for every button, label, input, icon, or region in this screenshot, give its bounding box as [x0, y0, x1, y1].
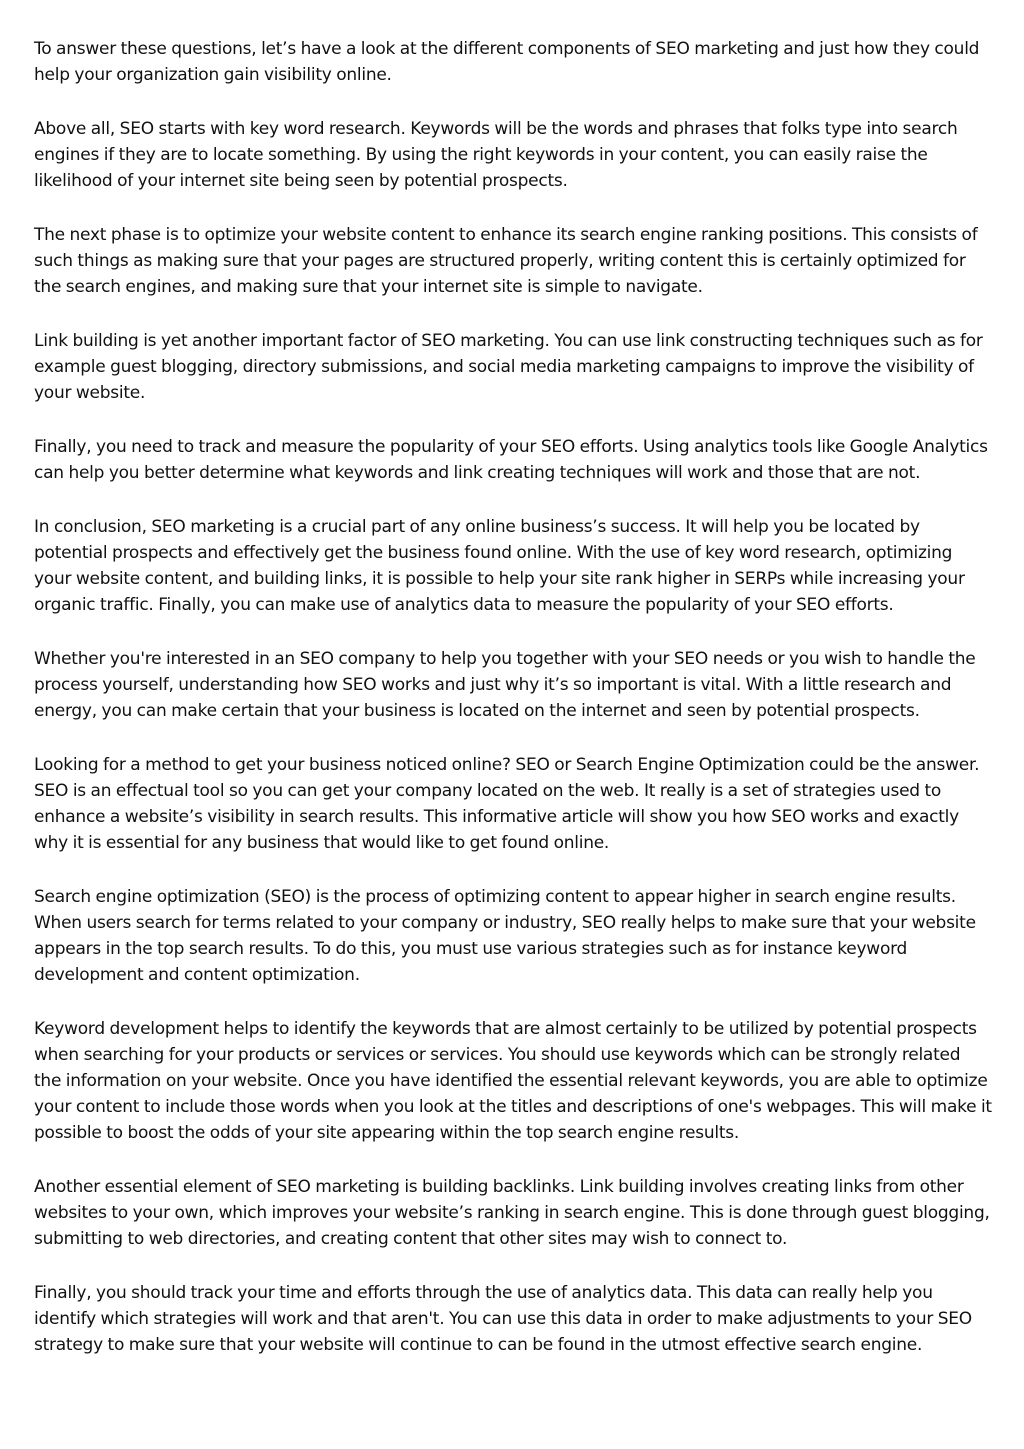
paragraph-components-intro: To answer these questions, let’s have a look at the different components of SEO marketing and just how they could help your organization gain visibility online.: [34, 39, 980, 85]
article-body: [34, 36, 992, 1386]
paragraph-link-building: Link building is yet another important factor of SEO marketing. You can use link constructing techniques such as for example guest blogging, directory submissions, and social media marketing campaigns to improve the visibility of your website.: [34, 331, 983, 403]
paragraph-analytics: Finally, you should track your time and efforts through the use of analytics data. This data can really help you identify which strategies will work and that aren't. You can use this data in order to make adjustments to your SEO strategy to make sure that your website will continue to can be found in the utmost effective search engine.: [34, 1283, 972, 1355]
paragraph-backlinks: Another essential element of SEO marketing is building backlinks. Link building involves creating links from other websites to your own, which improves your website’s ranking in search engine. This is done through guest blogging, submitting to web directories, and creating content that other sites may wish to connect to.: [34, 1177, 990, 1249]
paragraph-business-noticed: Looking for a method to get your business noticed online? SEO or Search Engine Optimization could be the answer. SEO is an effectual tool so you can get your company located on the web. It really is a set of strategies used to enhance a website’s visibility in search results. This informative article will show you how SEO works and exactly why it is essential for any business that would like to get found online.: [34, 755, 980, 853]
paragraph-seo-definition: Search engine optimization (SEO) is the process of optimizing content to appear higher in search engine results. When users search for terms related to your company or industry, SEO really helps to make sure that your website appears in the top search results. To do this, you must use various strategies such as for instance keyword development and content optimization.: [34, 887, 976, 985]
paragraph-keyword-research: Above all, SEO starts with key word research. Keywords will be the words and phrases that folks type into search engines if they are to locate something. By using the right keywords in your content, you can easily raise the likelihood of your internet site being seen by potential prospects.: [34, 119, 958, 191]
paragraph-seo-company: Whether you're interested in an SEO company to help you together with your SEO needs or you wish to handle the process yourself, understanding how SEO works and just why it’s so important is vital. With a little research and energy, you can make certain that your business is located on the internet and seen by potential prospects.: [34, 649, 976, 721]
paragraph-conclusion: In conclusion, SEO marketing is a crucial part of any online business’s success. It will help you be located by potential prospects and effectively get the business found online. With the use of key word research, optimizing your website content, and building links, it is possible to help your site rank higher in SERPs while increasing your organic traffic. Finally, you can make use of analytics data to measure the popularity of your SEO efforts.: [34, 517, 965, 615]
paragraph-content-optimization: The next phase is to optimize your website content to enhance its search engine ranking positions. This consists of such things as making sure that your pages are structured properly, writing content this is certainly optimized for the search engines, and making sure that your internet site is simple to navigate.: [34, 225, 978, 297]
paragraph-track-measure: Finally, you need to track and measure the popularity of your SEO efforts. Using analytics tools like Google Analytics can help you better determine what keywords and link creating techniques will work and those that are not.: [34, 437, 988, 483]
paragraph-keyword-development: Keyword development helps to identify the keywords that are almost certainly to be utilized by potential prospects when searching for your products or services or services. You should use keywords which can be strongly related the information on your website. Once you have identified the essential relevant keywords, you are able to optimize your content to include those words when you look at the titles and descriptions of one's webpages. This will make it possible to boost the odds of your site appearing within the top search engine results.: [34, 1019, 992, 1143]
